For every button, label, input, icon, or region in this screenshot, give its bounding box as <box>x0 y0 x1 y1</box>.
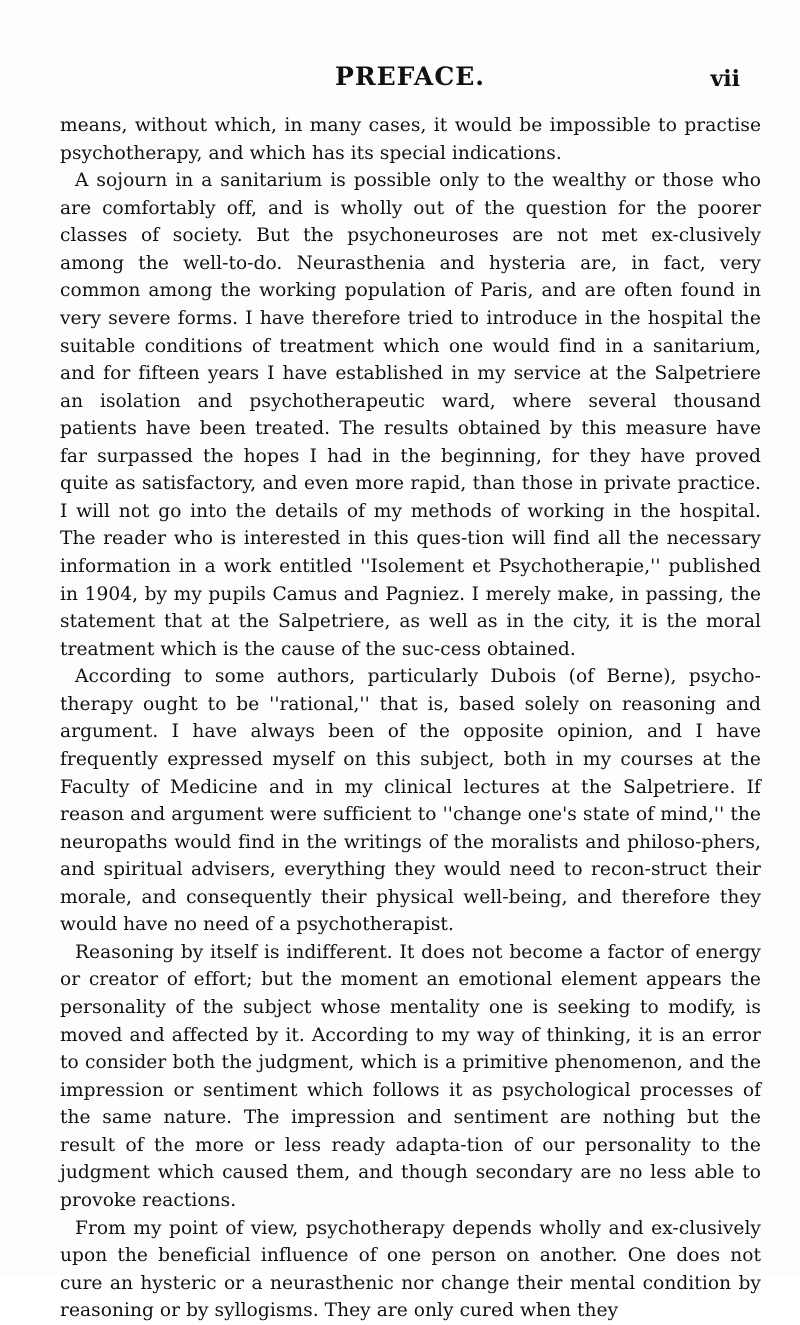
paragraph-point-of-view: From my point of view, psychotherapy depends wholly and ex-clusively upon the beneficial influence of one person on another. One does not cure an hysteric or a neurasthenic nor change their mental condition by reasoning or by syllogisms. They are only cured when they <box>60 1217 761 1322</box>
body-text <box>60 112 761 1325</box>
page-number: vii <box>710 66 740 92</box>
page-title: PREFACE. <box>335 62 485 91</box>
paragraph-continuation: means, without which, in many cases, it would be impossible to practise psychotherapy, and which has its special indications. <box>60 115 761 164</box>
paragraph-sanitarium: A sojourn in a sanitarium is possible only to the wealthy or those who are comfortably off, and is wholly out of the question for the poorer classes of society. But the psychoneuroses are not met ex-clusively among the well-to-do. Neurasthenia and hysteria are, in fact, very common among the working population of Paris, and are often found in very severe forms. I have therefore tried to introduce in the hospital the suitable conditions of treatment which one would find in a sanitarium, and for fifteen years I have established in my service at the Salpetriere an isolation and psychotherapeutic ward, where several thousand patients have been treated. The results obtained by this measure have far surpassed the hopes I had in the beginning, for they have proved quite as satisfactory, and even more rapid, than those in private practice. I will not go into the details of my methods of working in the hospital. The reader who is interested in this ques-tion will find all the necessary information in a work entitled ''Isolement et Psychotherapie,'' published in 1904, by my pupils Camus and Pagniez. I merely make, in passing, the statement that at the Salpetriere, as well as in the city, it is the moral treatment which is the cause of the suc-cess obtained. <box>60 170 761 660</box>
running-head <box>60 62 760 98</box>
paragraph-reasoning: Reasoning by itself is indifferent. It does not become a factor of energy or creator of effort; but the moment an emotional element appears the personality of the subject whose mentality one is seeking to modify, is moved and affected by it. According to my way of thinking, it is an error to consider both the judgment, which is a primitive phenomenon, and the impression or sentiment which follows it as psychological processes of the same nature. The impression and sentiment are nothing but the result of the more or less ready adapta-tion of our personality to the judgment which caused them, and though secondary are no less able to provoke reactions. <box>60 941 761 1211</box>
paragraph-dubois: According to some authors, particularly Dubois (of Berne), psycho-therapy ought to be ''rational,'' that is, based solely on reasoning and argument. I have always been of the opposite opinion, and I have frequently expressed myself on this subject, both in my courses at the Faculty of Medicine and in my clinical lectures at the Salpetriere. If reason and argument were sufficient to ''change one's state of mind,'' the neuropaths would find in the writings of the moralists and philoso-phers, and spiritual advisers, everything they would need to recon-struct their morale, and consequently their physical well-being, and therefore they would have no need of a psychotherapist. <box>60 666 761 936</box>
